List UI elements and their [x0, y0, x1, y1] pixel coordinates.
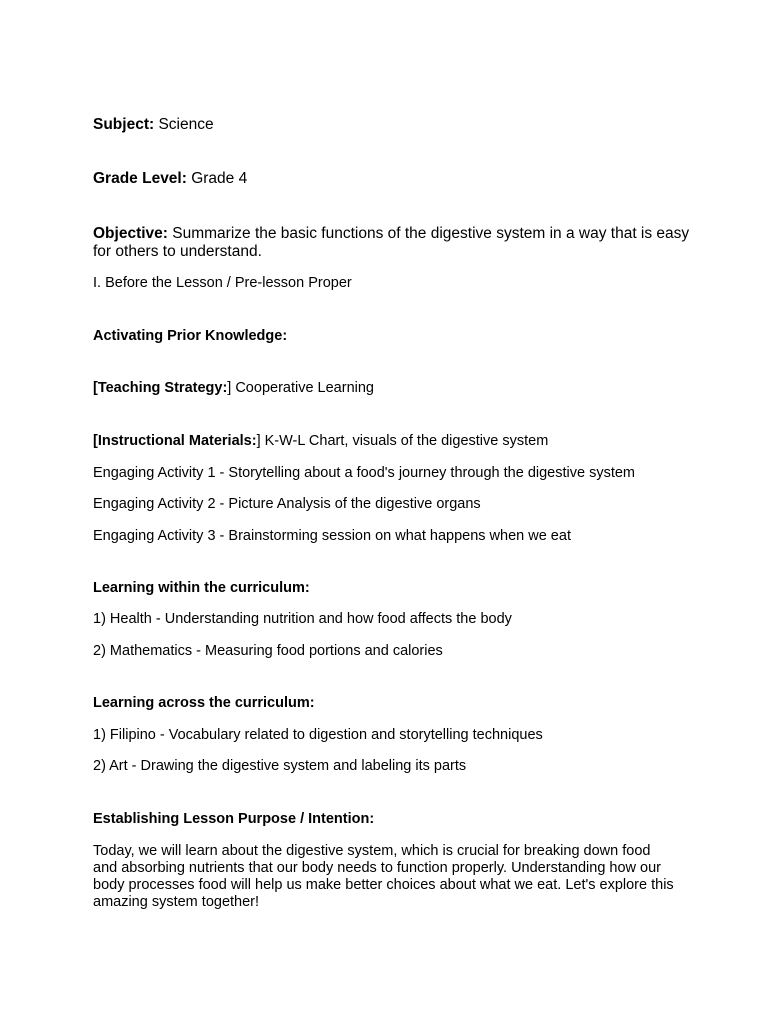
learning-within-item-1: 1) Health - Understanding nutrition and how food affects the body — [93, 611, 512, 627]
subject-line — [93, 117, 214, 133]
teaching-strategy-label: [Teaching Strategy: — [93, 380, 228, 396]
activating-prior-knowledge-heading: Activating Prior Knowledge: — [93, 328, 288, 344]
subject-label: Subject: — [93, 116, 155, 133]
grade-level-line — [93, 171, 247, 187]
learning-across-heading: Learning across the curriculum: — [93, 695, 315, 711]
section-title: I. Before the Lesson / Pre-lesson Proper — [93, 275, 352, 291]
teaching-strategy-value: ] Cooperative Learning — [227, 380, 374, 396]
engaging-activity-3: Engaging Activity 3 - Brainstorming session on what happens when we eat — [93, 528, 571, 544]
lesson-purpose-paragraph: Today, we will learn about the digestive system, which is crucial for breaking down food and absorbing nutrients that our body needs to function properly. Understanding how our body processes food will help us make better choices about what we eat. Let's explore this amazing system together! — [93, 843, 674, 910]
instructional-materials-label: [Instructional Materials: — [93, 433, 257, 449]
engaging-activity-2: Engaging Activity 2 - Picture Analysis of the digestive organs — [93, 496, 481, 512]
grade-level-value: Grade 4 — [191, 170, 248, 187]
instructional-materials-line — [93, 434, 548, 449]
subject-value: Science — [158, 116, 214, 133]
engaging-activity-1: Engaging Activity 1 - Storytelling about a food's journey through the digestive system — [93, 465, 635, 481]
objective-text: Summarize the basic functions of the digestive system in a way that is easy for others to understand. — [93, 225, 690, 260]
grade-level-label: Grade Level: — [93, 170, 187, 187]
instructional-materials-value: ] K-W-L Chart, visuals of the digestive system — [256, 433, 549, 449]
learning-within-item-2: 2) Mathematics - Measuring food portions and calories — [93, 643, 443, 659]
lesson-purpose-heading: Establishing Lesson Purpose / Intention: — [93, 811, 375, 827]
teaching-strategy-line — [93, 381, 374, 396]
objective-paragraph — [93, 225, 693, 261]
learning-across-item-1: 1) Filipino - Vocabulary related to digestion and storytelling techniques — [93, 727, 543, 743]
objective-label: Objective: — [93, 225, 168, 242]
learning-within-heading: Learning within the curriculum: — [93, 580, 310, 596]
learning-across-item-2: 2) Art - Drawing the digestive system and labeling its parts — [93, 758, 467, 774]
